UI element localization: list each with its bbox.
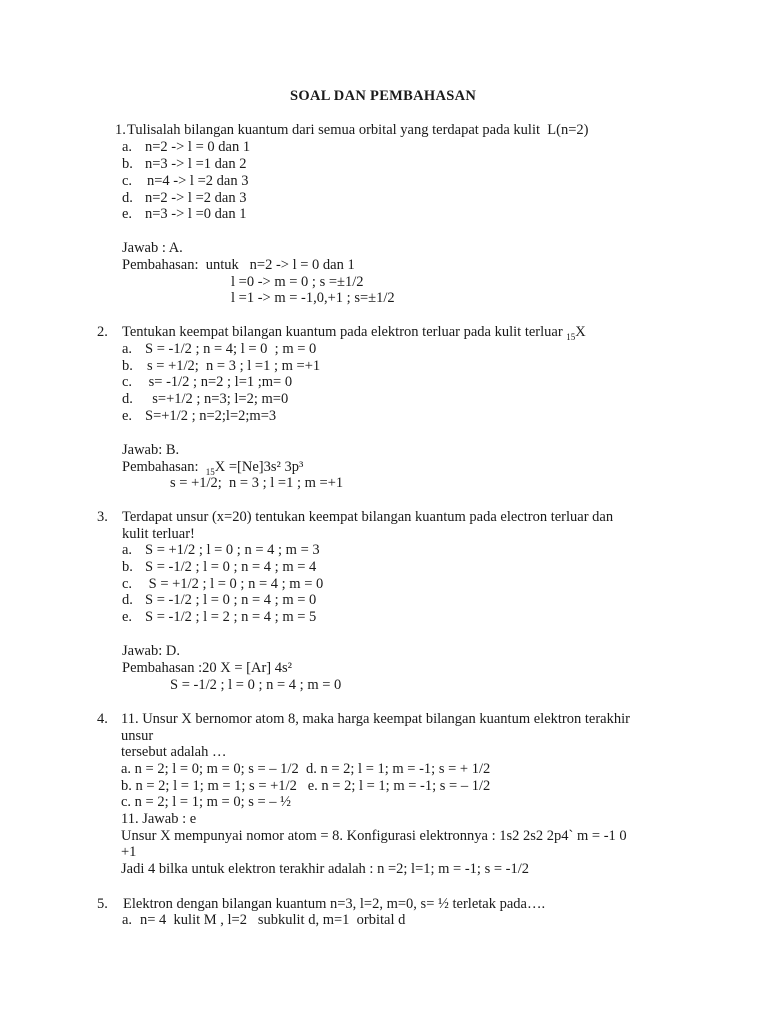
q2-option-a-label: a. — [122, 341, 133, 357]
q1-option-d: n=2 -> l =2 dan 3 — [145, 190, 247, 206]
q3-number: 3. — [97, 509, 108, 525]
q1-answer: Jawab : A. — [122, 240, 183, 256]
q1-text: Tulisalah bilangan kuantum dari semua orbital yang terdapat pada kulit L(n=2) — [127, 122, 589, 138]
q1-option-b-label: b. — [122, 156, 133, 172]
q2-option-d-label: d. — [122, 391, 133, 407]
q3-option-c: S = +1/2 ; l = 0 ; n = 4 ; m = 0 — [145, 576, 324, 592]
q1-explanation: l =0 -> m = 0 ; s =±1/2 — [231, 274, 364, 290]
q1-number: 1. — [115, 122, 126, 138]
q5-option-a: n= 4 kulit M , l=2 subkulit d, m=1 orbital d — [140, 912, 406, 928]
q2-atomic-number: 15 — [566, 331, 576, 342]
q1-option-a: n=2 -> l = 0 dan 1 — [145, 139, 251, 155]
q2-explanation: s = +1/2; n = 3 ; l =1 ; m =+1 — [170, 475, 344, 491]
q4-line: 11. Unsur X bernomor atom 8, maka harga keempat bilangan kuantum elektron terakhir — [121, 711, 630, 727]
q2-answer: Jawab: B. — [122, 442, 180, 458]
q2-explanation-label: Pembahasan: — [122, 459, 206, 475]
q2-option-c: s= -1/2 ; n=2 ; l=1 ;m= 0 — [145, 374, 293, 390]
q4-explanation: Jadi 4 bilka untuk elektron terakhir adalah : n =2; l=1; m = -1; s = -1/2 — [121, 861, 530, 877]
q2-option-b-label: b. — [122, 358, 133, 374]
q3-option-d-label: d. — [122, 592, 133, 608]
q4-number: 4. — [97, 711, 108, 727]
q4-line: unsur — [121, 728, 154, 744]
q5-number: 5. — [97, 896, 108, 912]
q4-answer: 11. Jawab : e — [121, 811, 197, 827]
q3-option-a: S = +1/2 ; l = 0 ; n = 4 ; m = 3 — [145, 542, 320, 558]
q2-option-c-label: c. — [122, 374, 133, 390]
q3-option-b: S = -1/2 ; l = 0 ; n = 4 ; m = 4 — [145, 559, 317, 575]
q2-element: X — [575, 324, 586, 340]
q3-option-d: S = -1/2 ; l = 0 ; n = 4 ; m = 0 — [145, 592, 317, 608]
q3-answer: Jawab: D. — [122, 643, 180, 659]
q2-text-main: Tentukan keempat bilangan kuantum pada elektron terluar pada kulit terluar — [122, 324, 567, 340]
q2-option-b: s = +1/2; n = 3 ; l =1 ; m =+1 — [147, 358, 321, 374]
q4-explanation: +1 — [121, 844, 137, 860]
q1-option-a-label: a. — [122, 139, 133, 155]
q1-option-c-label: c. — [122, 173, 133, 189]
q2-number: 2. — [97, 324, 108, 340]
q2-option-a: S = -1/2 ; n = 4; l = 0 ; m = 0 — [145, 341, 317, 357]
q2-atomic-number: 15 — [205, 466, 215, 477]
q3-text: Terdapat unsur (x=20) tentukan keempat bilangan kuantum pada electron terluar dan — [122, 509, 614, 525]
q1-option-d-label: d. — [122, 190, 133, 206]
q3-option-c-label: c. — [122, 576, 133, 592]
page-title: SOAL DAN PEMBAHASAN — [290, 88, 477, 104]
q3-option-e-label: e. — [122, 609, 133, 625]
q3-option-a-label: a. — [122, 542, 133, 558]
q5-text: Elektron dengan bilangan kuantum n=3, l=2, m=0, s= ½ terletak pada…. — [123, 896, 546, 912]
q2-option-e-label: e. — [122, 408, 133, 424]
q4-explanation: Unsur X mempunyai nomor atom = 8. Konfigurasi elektronnya : 1s2 2s2 2p4` m = -1 0 — [121, 828, 627, 844]
q1-option-c: n=4 -> l =2 dan 3 — [147, 173, 249, 189]
q4-options: b. n = 2; l = 1; m = 1; s = +1/2 e. n = 2; l = 1; m = -1; s = – 1/2 — [121, 778, 491, 794]
q5-option-a-label: a. — [122, 912, 133, 928]
q1-explanation: l =1 -> m = -1,0,+1 ; s=±1/2 — [231, 290, 395, 306]
q1-option-e-label: e. — [122, 206, 133, 222]
q3-text: kulit terluar! — [122, 526, 195, 542]
q1-option-e: n=3 -> l =0 dan 1 — [145, 206, 247, 222]
q1-option-b: n=3 -> l =1 dan 2 — [145, 156, 247, 172]
q3-option-e: S = -1/2 ; l = 2 ; n = 4 ; m = 5 — [145, 609, 317, 625]
q3-option-b-label: b. — [122, 559, 133, 575]
q2-option-d: s=+1/2 ; n=3; l=2; m=0 — [145, 391, 289, 407]
q1-explanation: Pembahasan: untuk n=2 -> l = 0 dan 1 — [122, 257, 355, 273]
q2-option-e: S=+1/2 ; n=2;l=2;m=3 — [145, 408, 277, 424]
q4-line: tersebut adalah … — [121, 744, 227, 760]
q3-explanation: Pembahasan :20 X = [Ar] 4s² — [122, 660, 292, 676]
q2-config: X =[Ne]3s² 3p³ — [214, 459, 304, 475]
q4-options: c. n = 2; l = 1; m = 0; s = – ½ — [121, 794, 292, 810]
q4-options: a. n = 2; l = 0; m = 0; s = – 1/2 d. n = 2; l = 1; m = -1; s = + 1/2 — [121, 761, 491, 777]
q3-explanation: S = -1/2 ; l = 0 ; n = 4 ; m = 0 — [170, 677, 342, 693]
